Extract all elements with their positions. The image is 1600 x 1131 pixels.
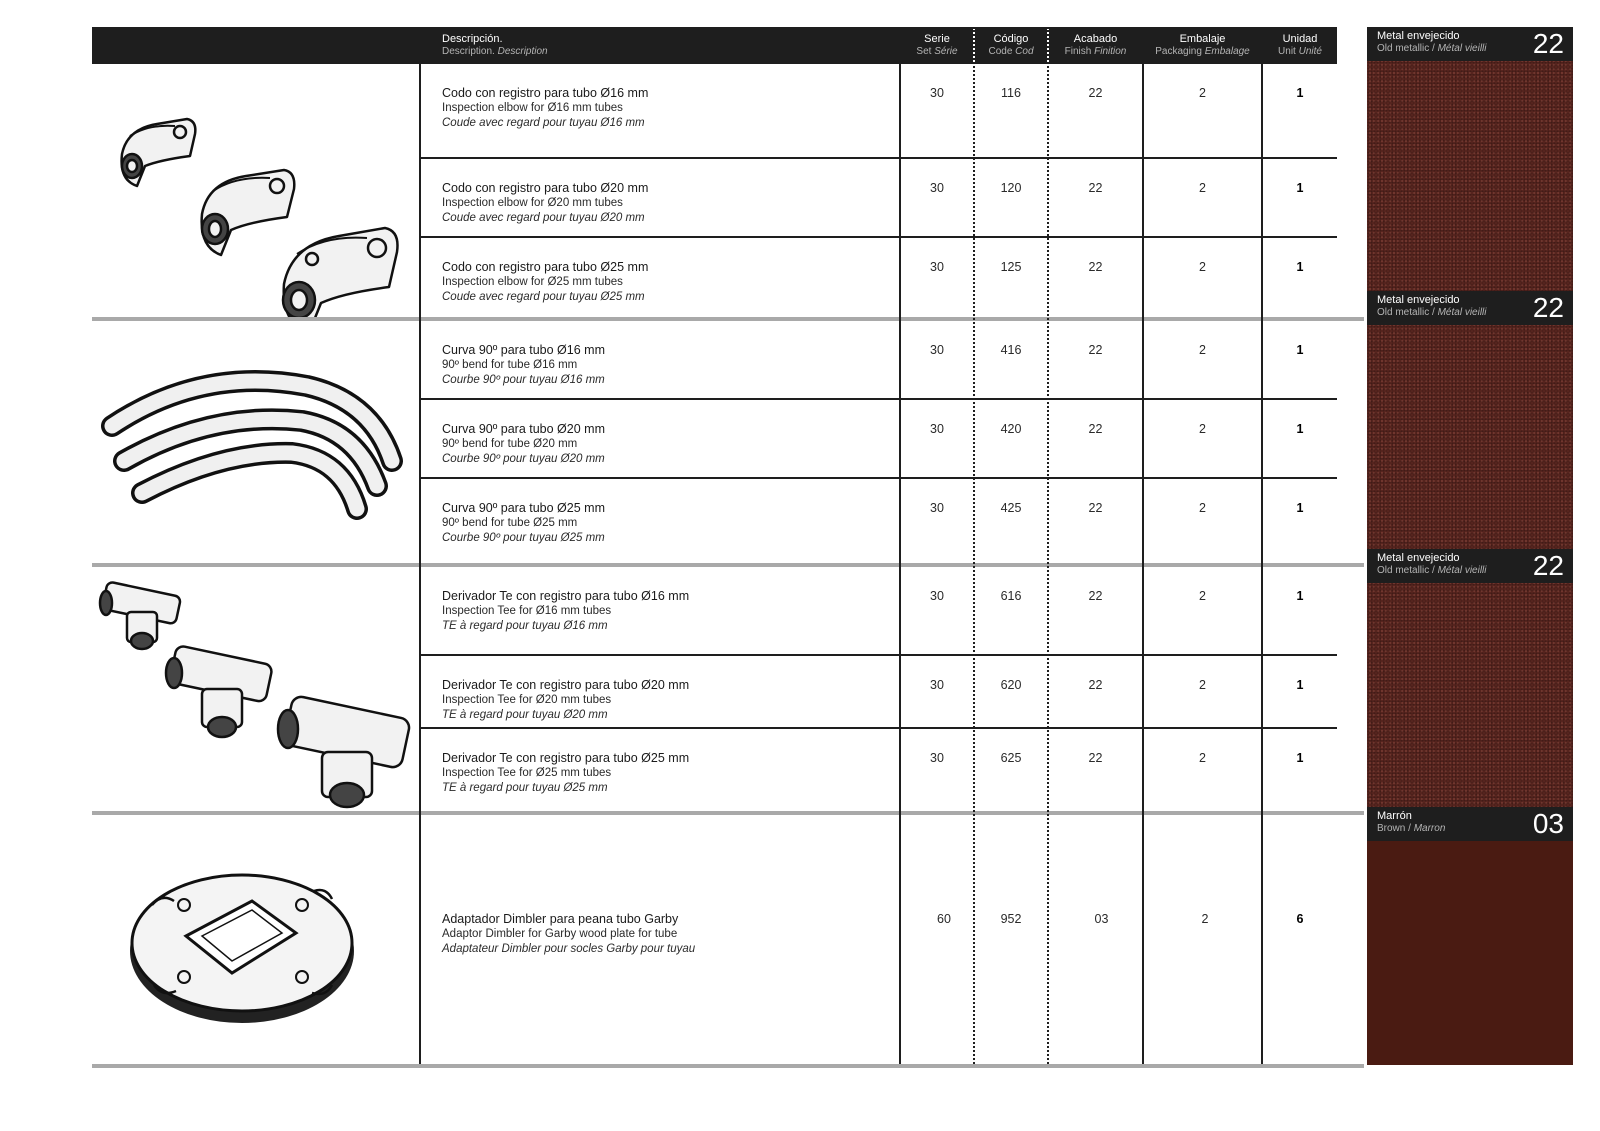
header-acabado xyxy=(1049,27,1142,64)
description-en: 90º bend for tube Ø20 mm xyxy=(442,438,578,450)
header-acabado-fr: Finition xyxy=(1094,46,1127,57)
header-codigo-es: Código xyxy=(993,33,1029,45)
description-fr: Coude avec regard pour tuyau Ø25 mm xyxy=(442,291,645,303)
description-es: Derivador Te con registro para tubo Ø16 mm xyxy=(442,589,690,603)
unidad-value: 1 xyxy=(1296,343,1304,357)
description-cell xyxy=(421,567,899,655)
codigo-value: 425 xyxy=(1000,501,1022,515)
unidad-value: 1 xyxy=(1296,86,1304,100)
embalaje-value: 2 xyxy=(1199,422,1206,436)
header-acabado-es: Acabado xyxy=(1073,33,1118,45)
description-es: Curva 90º para tubo Ø20 mm xyxy=(442,422,605,436)
codigo-value: 420 xyxy=(1000,422,1022,436)
embalaje-value: 2 xyxy=(1201,912,1209,926)
finish-name-fr: Métal vieilli xyxy=(1437,43,1487,54)
finish-swatch xyxy=(1367,549,1573,807)
header-serie-en: Set xyxy=(916,46,932,57)
unidad-value: 1 xyxy=(1296,678,1304,692)
codigo-value: 616 xyxy=(1000,589,1022,603)
column-rule xyxy=(899,27,901,1064)
acabado-value: 22 xyxy=(1088,86,1103,100)
codigo-value: 620 xyxy=(1000,678,1022,692)
finish-name-en: Old metallic xyxy=(1377,43,1430,54)
description-en: Inspection Tee for Ø16 mm tubes xyxy=(442,605,612,617)
description-cell xyxy=(421,656,899,728)
acabado-value: 22 xyxy=(1088,343,1103,357)
old-metallic-texture xyxy=(1367,583,1573,807)
unidad-value: 1 xyxy=(1296,181,1304,195)
header-image-column xyxy=(92,27,419,64)
header-description-fr: Description xyxy=(497,46,548,57)
header-description xyxy=(421,27,899,64)
inspection-elbow-illustration xyxy=(92,64,419,317)
description-en: Inspection elbow for Ø16 mm tubes xyxy=(442,102,623,114)
header-unidad-fr: Unité xyxy=(1298,46,1322,57)
serie-value: 30 xyxy=(930,589,944,603)
serie-value: 60 xyxy=(937,912,951,926)
column-rule-dotted xyxy=(1047,27,1049,1064)
column-rule xyxy=(1142,27,1144,1064)
codigo-value: 116 xyxy=(1001,86,1021,100)
header-embalaje xyxy=(1144,27,1261,64)
serie-value: 30 xyxy=(930,343,944,357)
codigo-value: 125 xyxy=(1000,260,1022,274)
serie-value: 30 xyxy=(930,181,944,195)
description-fr: Courbe 90º pour tuyau Ø16 mm xyxy=(442,374,605,386)
serie-value: 30 xyxy=(930,501,944,515)
column-rule xyxy=(419,27,421,1064)
serie-value: 30 xyxy=(930,422,944,436)
description-en: Inspection elbow for Ø25 mm tubes xyxy=(442,276,623,288)
finish-swatch xyxy=(1367,807,1573,1065)
dimbler-adaptor-illustration xyxy=(92,815,419,1065)
acabado-value: 22 xyxy=(1088,589,1103,603)
description-cell xyxy=(421,815,899,1065)
header-codigo-fr: Cod xyxy=(1015,46,1034,57)
unidad-value: 1 xyxy=(1296,422,1304,436)
finish-name-es: Metal envejecido xyxy=(1377,30,1460,42)
old-metallic-texture xyxy=(1367,61,1573,291)
description-en: Inspection Tee for Ø20 mm tubes xyxy=(442,694,612,706)
header-unidad-en: Unit xyxy=(1278,46,1296,57)
finish-label: Metal envejecido Old metallic / Métal vieilli 22 xyxy=(1367,291,1573,325)
inspection-tee-illustration xyxy=(92,567,419,811)
description-cell xyxy=(421,729,899,811)
acabado-value: 03 xyxy=(1094,912,1109,926)
serie-value: 30 xyxy=(930,751,944,765)
finish-name-es: Marrón xyxy=(1377,810,1412,822)
header-serie-fr: Série xyxy=(934,46,958,57)
finish-code: 03 xyxy=(1532,808,1564,839)
description-fr: TE à regard pour tuyau Ø20 mm xyxy=(442,709,608,721)
description-es: Curva 90º para tubo Ø16 mm xyxy=(442,343,605,357)
description-en: Inspection Tee for Ø25 mm tubes xyxy=(442,767,612,779)
acabado-value: 22 xyxy=(1088,751,1103,765)
embalaje-value: 2 xyxy=(1199,678,1206,692)
embalaje-value: 2 xyxy=(1199,501,1206,515)
finish-name-fr: Métal vieilli xyxy=(1437,565,1487,576)
finish-name-fr: Marron xyxy=(1413,823,1446,834)
header-embalaje-fr: Embalage xyxy=(1204,46,1250,57)
description-fr: TE à regard pour tuyau Ø25 mm xyxy=(442,782,608,794)
description-en: 90º bend for tube Ø16 mm xyxy=(442,359,578,371)
header-serie xyxy=(901,27,973,64)
unidad-value: 1 xyxy=(1296,501,1304,515)
finish-label: Marrón Brown / Marron 03 xyxy=(1367,807,1573,841)
description-fr: TE à regard pour tuyau Ø16 mm xyxy=(442,620,608,632)
description-fr: Courbe 90º pour tuyau Ø20 mm xyxy=(442,453,605,465)
embalaje-value: 2 xyxy=(1199,751,1206,765)
description-fr: Courbe 90º pour tuyau Ø25 mm xyxy=(442,532,605,544)
column-rule xyxy=(1261,27,1263,1064)
codigo-value: 120 xyxy=(1000,181,1022,195)
codigo-value: 416 xyxy=(1000,343,1022,357)
header-unidad xyxy=(1263,27,1337,64)
description-es: Codo con registro para tubo Ø16 mm xyxy=(442,86,649,100)
acabado-value: 22 xyxy=(1088,422,1103,436)
finish-name-es: Metal envejecido xyxy=(1377,294,1460,306)
description-fr: Adaptateur Dimbler pour socles Garby pour tuyau xyxy=(442,943,696,955)
unidad-value: 1 xyxy=(1296,260,1304,274)
embalaje-value: 2 xyxy=(1199,86,1206,100)
description-en: 90º bend for tube Ø25 mm xyxy=(442,517,578,529)
serie-value: 30 xyxy=(930,86,944,100)
acabado-value: 22 xyxy=(1088,181,1103,195)
header-embalaje-es: Embalaje xyxy=(1179,33,1226,45)
description-es: Curva 90º para tubo Ø25 mm xyxy=(442,501,605,515)
brown-texture xyxy=(1367,841,1573,1065)
header-description-en: Description. xyxy=(442,46,495,57)
header-codigo-en: Code xyxy=(988,46,1013,57)
description-es: Codo con registro para tubo Ø20 mm xyxy=(442,181,649,195)
column-rule-dotted xyxy=(973,27,975,1064)
description-fr: Coude avec regard pour tuyau Ø16 mm xyxy=(442,117,645,129)
description-cell xyxy=(421,238,899,318)
header-unidad-es: Unidad xyxy=(1282,33,1318,45)
finish-name-en: Old metallic xyxy=(1377,307,1430,318)
codigo-value: 625 xyxy=(1000,751,1022,765)
finish-name-en: Old metallic xyxy=(1377,565,1430,576)
finish-code: 22 xyxy=(1532,550,1564,581)
description-es: Adaptador Dimbler para peana tubo Garby xyxy=(442,912,679,926)
description-es: Derivador Te con registro para tubo Ø25 mm xyxy=(442,751,690,765)
unidad-value: 1 xyxy=(1296,751,1304,765)
description-fr: Coude avec regard pour tuyau Ø20 mm xyxy=(442,212,645,224)
acabado-value: 22 xyxy=(1088,260,1103,274)
unidad-value: 1 xyxy=(1296,589,1304,603)
finish-code: 22 xyxy=(1532,28,1564,59)
header-acabado-en: Finish xyxy=(1064,46,1092,57)
header-description-es: Descripción. xyxy=(442,33,503,45)
finish-name-en: Brown xyxy=(1377,823,1406,834)
serie-value: 30 xyxy=(930,678,944,692)
finish-swatch xyxy=(1367,27,1573,291)
header-codigo xyxy=(975,27,1047,64)
description-es: Derivador Te con registro para tubo Ø20 mm xyxy=(442,678,690,692)
header-serie-es: Serie xyxy=(924,33,950,45)
finish-name-fr: Métal vieilli xyxy=(1437,307,1487,318)
unidad-value: 6 xyxy=(1296,912,1304,926)
acabado-value: 22 xyxy=(1088,678,1103,692)
embalaje-value: 2 xyxy=(1199,260,1206,274)
description-cell xyxy=(421,321,899,399)
description-en: Adaptor Dimbler for Garby wood plate for tube xyxy=(442,928,678,940)
description-cell xyxy=(421,479,899,563)
codigo-value: 952 xyxy=(1000,912,1022,926)
embalaje-value: 2 xyxy=(1199,181,1206,195)
finish-label: Metal envejecido Old metallic / Métal vieilli 22 xyxy=(1367,549,1573,583)
header-embalaje-en: Packaging xyxy=(1155,46,1202,57)
finish-swatch xyxy=(1367,291,1573,549)
serie-value: 30 xyxy=(930,260,944,274)
old-metallic-texture xyxy=(1367,325,1573,549)
finish-name-es: Metal envejecido xyxy=(1377,552,1460,564)
description-cell xyxy=(421,400,899,478)
description-es: Codo con registro para tubo Ø25 mm xyxy=(442,260,649,274)
acabado-value: 22 xyxy=(1088,501,1103,515)
description-cell xyxy=(421,64,899,158)
finish-label: Metal envejecido Old metallic / Métal vieilli 22 xyxy=(1367,27,1573,61)
description-cell xyxy=(421,159,899,237)
embalaje-value: 2 xyxy=(1199,343,1206,357)
embalaje-value: 2 xyxy=(1199,589,1206,603)
bend-90-illustration xyxy=(92,321,419,563)
finish-code: 22 xyxy=(1532,292,1564,323)
description-en: Inspection elbow for Ø20 mm tubes xyxy=(442,197,623,209)
